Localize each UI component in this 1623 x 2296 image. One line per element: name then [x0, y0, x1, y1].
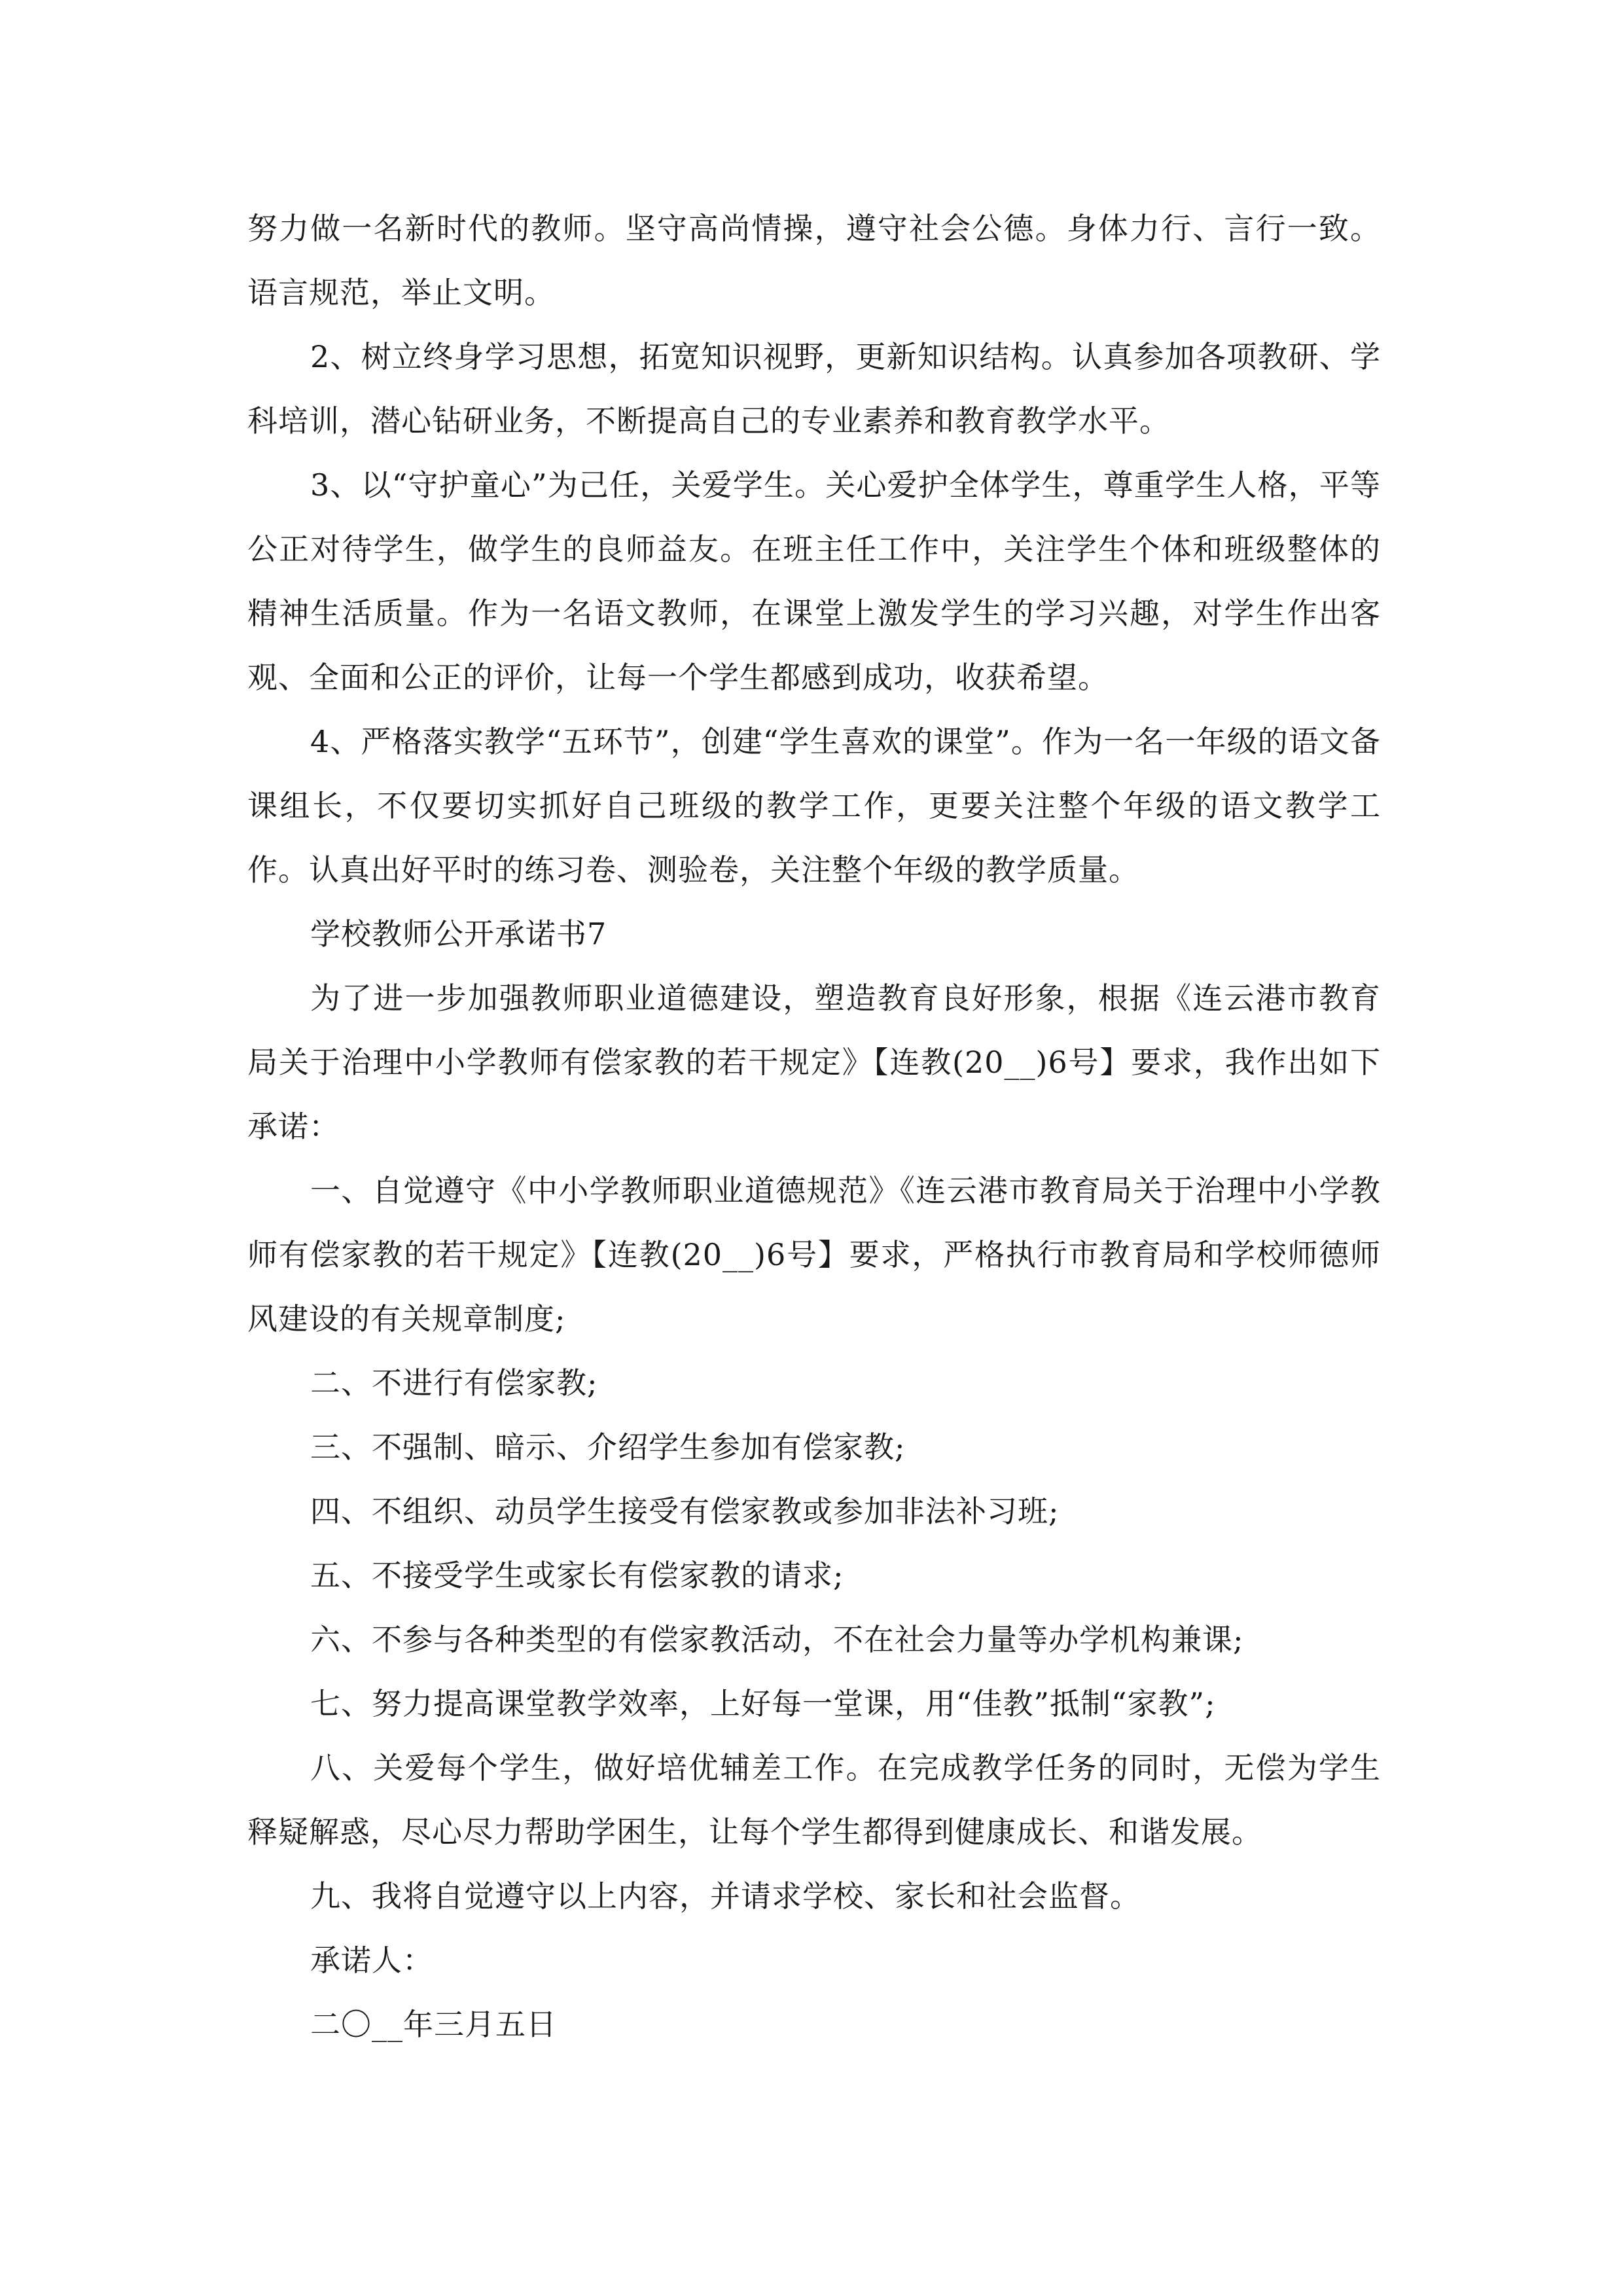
signatory-label: 承诺人： [310, 1943, 433, 1978]
commitment-item-8: 八、关爱每个学生，做好培优辅差工作。在完成教学任务的同时，无偿为学生释疑解惑，尽心尽力帮助学困生，让每个学生都得到健康成长、和谐发展。 [247, 1750, 1381, 1850]
commitment-item-4: 四、不组织、动员学生接受有偿家教或参加非法补习班; [310, 1494, 1060, 1529]
paragraph-item-3: 3、以“守护童心”为己任，关爱学生。关心爱护全体学生，尊重学生人格，平等公正对待学生，做学生的良师益友。在班主任工作中，关注学生个体和班级整体的精神生活质量。作为一名语文教师，在课堂上激发学生的学习兴趣，对学生作出客观、全面和公正的评价，让每一个学生都感到成功，收获希望。 [247, 467, 1381, 695]
paragraph-continued: 努力做一名新时代的教师。坚守高尚情操，遵守社会公德。身体力行、言行一致。语言规范，举止文明。 [247, 211, 1381, 310]
commitment-item-3: 三、不强制、暗示、介绍学生参加有偿家教; [310, 1429, 906, 1465]
paragraph-intro: 为了进一步加强教师职业道德建设，塑造教育良好形象，根据《连云港市教育局关于治理中小学教师有偿家教的若干规定》【连教(20__)6号】要求，我作出如下承诺： [247, 980, 1381, 1144]
paragraph-item-2: 2、树立终身学习思想，拓宽知识视野，更新知识结构。认真参加各项教研、学科培训，潜心钻研业务，不断提高自己的专业素养和教育教学水平。 [247, 339, 1381, 439]
commitment-item-9: 九、我将自觉遵守以上内容，并请求学校、家长和社会监督。 [310, 1878, 1141, 1914]
commitment-item-2: 二、不进行有偿家教; [310, 1365, 598, 1401]
commitment-item-7: 七、努力提高课堂教学效率，上好每一堂课，用“佳教”抵制“家教”; [310, 1686, 1216, 1721]
paragraph-item-4: 4、严格落实教学“五环节”，创建“学生喜欢的课堂”。作为一名一年级的语文备课组长，不仅要切实抓好自己班级的教学工作，更要关注整个年级的语文教学工作。认真出好平时的练习卷、测验卷，关注整个年级的教学质量。 [247, 724, 1381, 888]
document-body [247, 196, 1381, 2056]
commitment-item-1: 一、自觉遵守《中小学教师职业道德规范》《连云港市教育局关于治理中小学教师有偿家教的若干规定》【连教(20__)6号】要求，严格执行市教育局和学校师德师风建设的有关规章制度; [247, 1173, 1381, 1336]
section-heading: 学校教师公开承诺书7 [310, 916, 607, 952]
commitment-item-5: 五、不接受学生或家长有偿家教的请求; [310, 1558, 844, 1593]
commitment-item-6: 六、不参与各种类型的有偿家教活动，不在社会力量等办学机构兼课; [310, 1622, 1244, 1657]
date-line: 二〇__年三月五日 [310, 2007, 557, 2042]
